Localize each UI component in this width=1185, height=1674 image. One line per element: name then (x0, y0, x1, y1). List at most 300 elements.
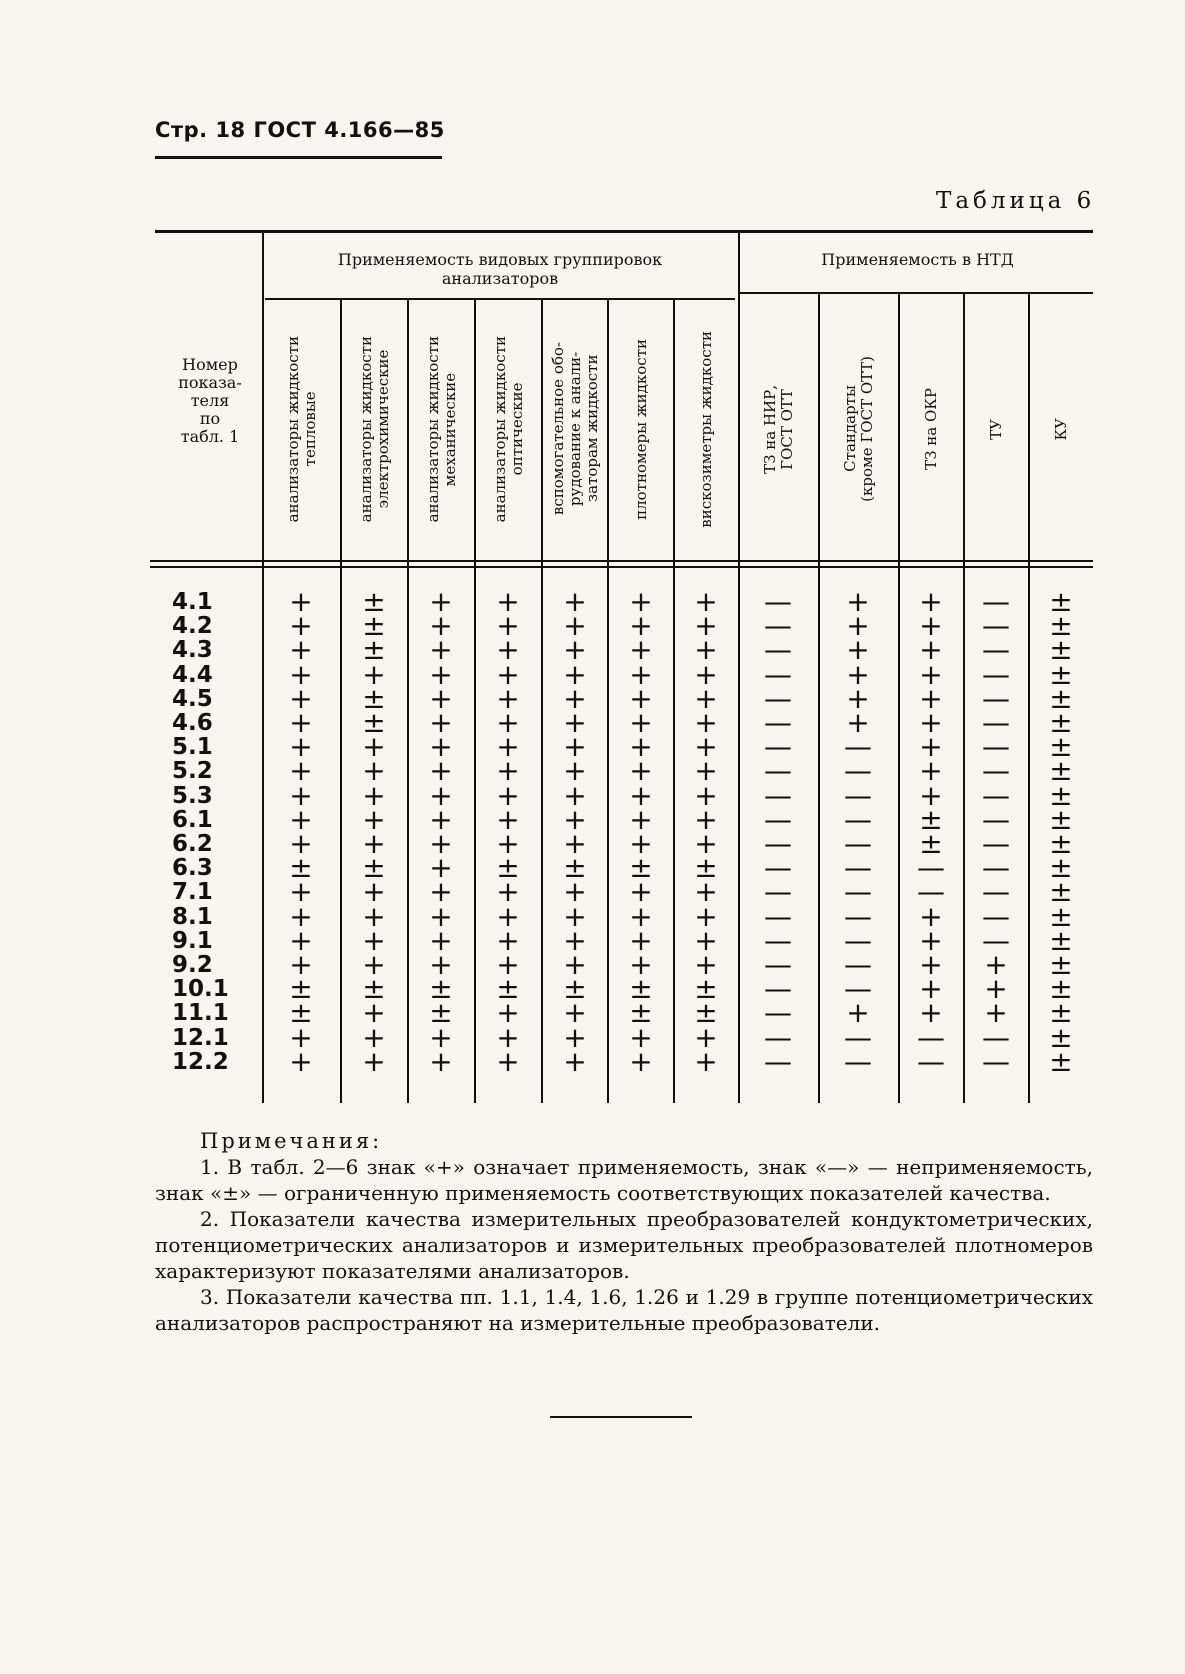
table-cell: + (563, 633, 587, 667)
table-cell: — (764, 972, 792, 1006)
table-cell: + (362, 754, 386, 788)
table-cell: — (764, 754, 792, 788)
table-cell: + (694, 1020, 718, 1054)
table-cell: + (496, 730, 520, 764)
table-cell: — (982, 899, 1010, 933)
table-cell: ± (1049, 827, 1073, 860)
group2-rule (740, 292, 1093, 294)
table-cell: ± (289, 972, 313, 1006)
row-number: 8.1 (172, 903, 213, 930)
table-cell: + (919, 972, 943, 1006)
table-cell: + (429, 633, 453, 667)
table-cell: — (764, 609, 792, 643)
table-cell: — (982, 778, 1010, 812)
table-cell: — (764, 899, 792, 933)
col-header (820, 302, 898, 556)
table-cell: + (919, 948, 943, 981)
table-cell: + (694, 681, 718, 715)
table-cell: — (764, 1044, 792, 1078)
notes (155, 1128, 1093, 1336)
table-cell: — (844, 827, 872, 860)
table-cell: — (844, 875, 872, 909)
table-cell: + (919, 923, 943, 957)
table-cell: ± (629, 972, 653, 1006)
table-cell: + (563, 754, 587, 788)
table-cell: + (362, 827, 386, 860)
table-cell: — (982, 706, 1010, 739)
table-cell: + (429, 730, 453, 764)
table-cell: ± (563, 972, 587, 1006)
table-cell: + (563, 827, 587, 860)
table-cell: + (919, 585, 943, 618)
table-cell: — (764, 802, 792, 836)
table-cell: + (496, 585, 520, 618)
table-cell: + (289, 585, 313, 618)
table-cell: ± (1049, 657, 1073, 691)
table-cell: — (764, 948, 792, 981)
table-cell: — (764, 875, 792, 909)
table-cell: — (844, 948, 872, 981)
table-cell: + (563, 875, 587, 909)
table-cell: + (694, 609, 718, 643)
table-cell: ± (1049, 609, 1073, 643)
table-cell: + (429, 948, 453, 981)
table-cell: + (496, 633, 520, 667)
table-cell: + (694, 1044, 718, 1078)
table-cell: + (496, 754, 520, 788)
table-cell: ± (694, 996, 718, 1030)
table-cell: + (846, 657, 870, 691)
col-header-text: анализаторы жидкости тепловые (284, 335, 319, 523)
table-cell: + (629, 609, 653, 643)
table-cell: — (917, 1044, 945, 1078)
table-cell: + (984, 996, 1008, 1030)
table-cell: ± (694, 851, 718, 885)
table-cell: — (917, 1020, 945, 1054)
table-cell: + (846, 633, 870, 667)
table-cell: + (429, 923, 453, 957)
table-cell: + (429, 778, 453, 812)
table-cell: + (563, 778, 587, 812)
table-cell: + (362, 1020, 386, 1054)
table-cell: + (919, 633, 943, 667)
table-cell: + (919, 899, 943, 933)
table-cell: + (694, 948, 718, 981)
header-bottom-rule-2 (150, 566, 1093, 568)
group2-title: Применяемость в НТД (821, 250, 1014, 269)
table-cell: + (563, 899, 587, 933)
row-number: 11.1 (172, 1000, 229, 1027)
table-cell: + (563, 585, 587, 618)
table-cell: + (694, 899, 718, 933)
table-cell: + (496, 778, 520, 812)
table-cell: + (429, 609, 453, 643)
col-header-text: вспомогательное обо- рудование к анали- заторам жидкости (548, 342, 601, 516)
table-cell: ± (1049, 875, 1073, 909)
table-cell: + (846, 585, 870, 618)
row-number: 5.1 (172, 734, 213, 761)
table-cell: + (289, 754, 313, 788)
table-cell: — (917, 875, 945, 909)
table-cell: + (563, 802, 587, 836)
table-cell: ± (429, 996, 453, 1030)
table-cell: — (982, 802, 1010, 836)
table-cell: + (429, 827, 453, 860)
table-cell: ± (563, 851, 587, 885)
table-cell: + (289, 730, 313, 764)
table-cell: ± (1049, 754, 1073, 788)
table-cell: + (629, 633, 653, 667)
table-cell: + (362, 996, 386, 1030)
table-cell: + (629, 948, 653, 981)
table-cell: ± (362, 585, 386, 618)
table-cell: — (982, 923, 1010, 957)
row-number: 4.2 (172, 613, 213, 640)
table-cell: ± (289, 851, 313, 885)
table-cell: ± (362, 851, 386, 885)
table-cell: — (764, 851, 792, 885)
col-header (965, 302, 1028, 556)
table-cell: ± (1049, 972, 1073, 1006)
table-cell: + (289, 657, 313, 691)
table-cell: — (982, 730, 1010, 764)
table-cell: — (764, 730, 792, 764)
table-cell: ± (362, 706, 386, 739)
table-cell: — (764, 706, 792, 739)
table-cell: — (982, 609, 1010, 643)
table-cell: + (289, 875, 313, 909)
table-cell: + (362, 802, 386, 836)
table-cell: — (764, 778, 792, 812)
table-cell: + (362, 1044, 386, 1078)
table-cell: + (629, 875, 653, 909)
table-cell: ± (362, 681, 386, 715)
end-rule (550, 1416, 692, 1418)
table-cell: ± (1049, 996, 1073, 1030)
table-cell: — (982, 1020, 1010, 1054)
row-number: 5.2 (172, 758, 213, 785)
table-cell: ± (629, 851, 653, 885)
table-cell: + (694, 827, 718, 860)
table-cell: + (919, 681, 943, 715)
table-cell: + (429, 706, 453, 739)
table-cell: ± (1049, 730, 1073, 764)
table-cell: — (764, 585, 792, 618)
table-cell: ± (1049, 923, 1073, 957)
table-cell: + (563, 657, 587, 691)
col-header (476, 302, 541, 556)
table-cell: ± (496, 972, 520, 1006)
row-number: 6.3 (172, 855, 213, 882)
table-cell: ± (1049, 899, 1073, 933)
col-header (409, 302, 474, 556)
row-number: 4.3 (172, 637, 213, 664)
col-header-text: анализаторы жидкости электрохимические (356, 335, 392, 523)
table-cell: + (846, 996, 870, 1030)
table-cell: + (289, 1020, 313, 1054)
table-cell: + (694, 706, 718, 739)
col-header-text: Стандарты (кроме ГОСТ ОТТ) (841, 356, 876, 502)
col-header-text: вискозиметры жидкости (697, 330, 715, 528)
col-header (609, 302, 673, 556)
table-cell: + (289, 923, 313, 957)
table-cell: — (764, 1020, 792, 1054)
table-cell: + (289, 802, 313, 836)
table-cell: ± (429, 972, 453, 1006)
col-header (740, 302, 818, 556)
col-header (1030, 302, 1093, 556)
table-cell: + (496, 802, 520, 836)
table-cell: + (629, 778, 653, 812)
col-header (900, 302, 963, 556)
table-cell: — (764, 681, 792, 715)
table-cell: + (429, 585, 453, 618)
table-cell: ± (289, 996, 313, 1030)
table-cell: + (496, 1044, 520, 1078)
col-header-text: ТЗ на ОКР (922, 388, 940, 470)
table-cell: + (496, 1020, 520, 1054)
col-header (543, 302, 607, 556)
table-cell: + (496, 923, 520, 957)
table-cell: ± (362, 633, 386, 667)
table-cell: ± (629, 996, 653, 1030)
table-cell: — (844, 923, 872, 957)
table-cell: + (846, 706, 870, 739)
table-cell: + (429, 1020, 453, 1054)
table-cell: + (694, 778, 718, 812)
col-header (675, 302, 738, 556)
table-cell: ± (919, 802, 943, 836)
table-cell: + (629, 681, 653, 715)
table-cell: ± (1049, 706, 1073, 739)
table-cell: ± (1049, 633, 1073, 667)
group1-title: Применяемость видовых группировок анализаторов (337, 250, 663, 288)
table-cell: + (694, 875, 718, 909)
table-cell: + (289, 609, 313, 643)
table-cell: — (982, 875, 1010, 909)
table-cell: + (496, 827, 520, 860)
table-cell: + (563, 1044, 587, 1078)
table-cell: — (982, 633, 1010, 667)
table-cell: + (289, 948, 313, 981)
table-cell: + (563, 996, 587, 1030)
col-header-text: анализаторы жидкости оптические (490, 335, 526, 523)
table-cell: + (694, 754, 718, 788)
table-cell: + (629, 754, 653, 788)
table-cell: — (844, 730, 872, 764)
table-cell: + (629, 802, 653, 836)
table-cell: + (919, 730, 943, 764)
table-cell: — (982, 851, 1010, 885)
table-cell: — (844, 972, 872, 1006)
table-cell: + (429, 657, 453, 691)
table-cell: + (563, 706, 587, 739)
row-number: 9.1 (172, 927, 213, 954)
table-cell: ± (1049, 948, 1073, 981)
row-number: 4.5 (172, 685, 213, 712)
table-cell: + (362, 948, 386, 981)
table-cell: + (629, 923, 653, 957)
table-caption: Таблица 6 (936, 188, 1096, 214)
table-cell: + (984, 972, 1008, 1006)
table-cell: + (563, 730, 587, 764)
table-cell: + (429, 802, 453, 836)
notes-title: Примечания: (200, 1129, 383, 1153)
table-cell: + (289, 1044, 313, 1078)
table-cell: — (764, 633, 792, 667)
table-cell: + (919, 609, 943, 643)
table-cell: + (429, 1044, 453, 1078)
table-cell: — (764, 923, 792, 957)
page-header: Стр. 18 ГОСТ 4.166—85 (155, 118, 445, 142)
col-header-text: КУ (1052, 417, 1070, 441)
table-cell: — (982, 754, 1010, 788)
row-number: 9.2 (172, 952, 213, 978)
table-cell: ± (1049, 1044, 1073, 1078)
table-cell: + (362, 730, 386, 764)
table-cell: — (982, 585, 1010, 618)
table-cell: — (764, 657, 792, 691)
table-cell: + (496, 875, 520, 909)
table-cell: + (362, 899, 386, 933)
note-2: 2. Показатели качества измерительных преобразователей кондуктометрических, потенциометрических анализаторов и измерительных преобразователей плотномеров характеризуют показателями анализаторов. (155, 1207, 1093, 1283)
table-cell: + (629, 730, 653, 764)
table-cell: + (429, 681, 453, 715)
table-cell: + (496, 681, 520, 715)
table-cell: + (563, 609, 587, 643)
table-cell: — (764, 996, 792, 1030)
row-number: 6.1 (172, 806, 213, 833)
table-cell: + (629, 899, 653, 933)
table-cell: + (919, 754, 943, 788)
table-top-rule (155, 230, 1093, 233)
group1-rule (265, 298, 735, 300)
table-cell: + (629, 827, 653, 860)
row-number: 6.2 (172, 831, 213, 857)
col-header-text: плотномеры жидкости (631, 338, 650, 520)
table-cell: ± (1049, 681, 1073, 715)
table-cell: + (289, 681, 313, 715)
table-cell: ± (919, 827, 943, 860)
table-cell: + (846, 609, 870, 643)
table-cell: + (362, 923, 386, 957)
table-cell: + (694, 633, 718, 667)
table-cell: — (764, 827, 792, 860)
row-number: 4.6 (172, 710, 213, 736)
table-cell: — (982, 681, 1010, 715)
table-cell: ± (694, 972, 718, 1006)
table-cell: + (629, 1044, 653, 1078)
row-number: 4.1 (172, 589, 213, 615)
table-cell: ± (1049, 802, 1073, 836)
header-rule (155, 156, 442, 159)
table-cell: + (629, 657, 653, 691)
table-cell: + (496, 996, 520, 1030)
table-cell: — (844, 802, 872, 836)
table-cell: + (694, 657, 718, 691)
table-cell: + (563, 681, 587, 715)
table-cell: + (629, 706, 653, 739)
table-cell: + (429, 851, 453, 885)
row-number: 10.1 (172, 976, 229, 1003)
table-cell: — (844, 754, 872, 788)
table-cell: + (919, 657, 943, 691)
table-cell: + (496, 706, 520, 739)
table-cell: + (289, 827, 313, 860)
col-header (342, 302, 407, 556)
note-1: 1. В табл. 2—6 знак «+» означает применяемость, знак «—» — неприменяемость, знак «±» — ограниченную применяемость соответствующих показателей качества. (155, 1155, 1093, 1205)
table-cell: + (984, 948, 1008, 981)
table-cell: + (289, 706, 313, 739)
table-cell: + (694, 585, 718, 618)
table-cell: ± (496, 851, 520, 885)
table-cell: + (496, 948, 520, 981)
table-cell: + (289, 778, 313, 812)
row-number: 5.3 (172, 782, 213, 809)
table-cell: + (362, 657, 386, 691)
table-cell: + (694, 923, 718, 957)
table-cell: — (844, 851, 872, 885)
table-cell: + (563, 923, 587, 957)
row-number: 4.4 (172, 661, 213, 688)
table-cell: + (919, 706, 943, 739)
table-cell: ± (362, 972, 386, 1006)
table-cell: + (289, 899, 313, 933)
table-cell: + (429, 754, 453, 788)
col-header (264, 302, 340, 556)
table-cell: — (982, 1044, 1010, 1078)
col-header-text: ТУ (987, 418, 1005, 440)
table-cell: + (629, 1020, 653, 1054)
table-cell: — (844, 899, 872, 933)
table-cell: ± (1049, 585, 1073, 618)
table-cell: + (496, 609, 520, 643)
table-cell: — (982, 657, 1010, 691)
row-number: 12.2 (172, 1048, 229, 1075)
table-cell: + (846, 681, 870, 715)
col-header-text: ТЗ на НИР, ГОСТ ОТТ (761, 384, 796, 474)
table-cell: ± (1049, 778, 1073, 812)
table-cell: — (844, 778, 872, 812)
table-cell: + (362, 778, 386, 812)
table-cell: + (563, 948, 587, 981)
table-cell: + (919, 778, 943, 812)
table-cell: ± (362, 609, 386, 643)
row-number: 12.1 (172, 1024, 229, 1051)
table-cell: + (289, 633, 313, 667)
table-cell: + (694, 730, 718, 764)
row-number: 7.1 (172, 879, 213, 906)
table-cell: ± (1049, 851, 1073, 885)
table-cell: — (844, 1044, 872, 1078)
table-cell: + (694, 802, 718, 836)
col-header-text: анализаторы жидкости механические (423, 335, 459, 523)
table-cell: + (496, 899, 520, 933)
table-cell: + (629, 585, 653, 618)
header-bottom-rule (150, 560, 1093, 562)
table-cell: — (917, 851, 945, 885)
table-cell: + (496, 657, 520, 691)
table-cell: ± (1049, 1020, 1073, 1054)
table-cell: + (919, 996, 943, 1030)
table-cell: — (982, 827, 1010, 860)
note-3: 3. Показатели качества пп. 1.1, 1.4, 1.6, 1.26 и 1.29 в группе потенциометрических анализаторов распространяют на измерительные преобразователи. (155, 1285, 1093, 1335)
table-cell: + (362, 875, 386, 909)
row-header: Номер показа- теля по табл. 1 (178, 355, 242, 446)
table-cell: + (563, 1020, 587, 1054)
table-cell: — (844, 1020, 872, 1054)
table-cell: + (429, 899, 453, 933)
